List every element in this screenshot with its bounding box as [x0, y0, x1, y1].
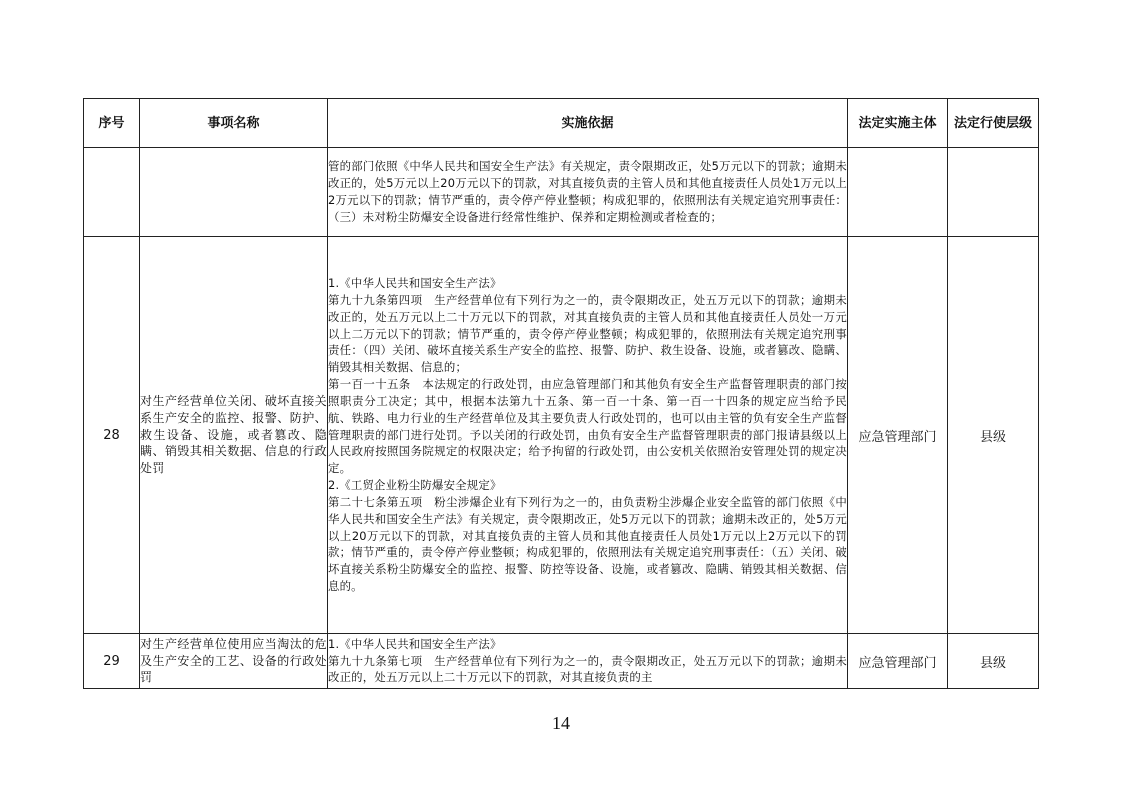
table-header-row [84, 99, 1039, 148]
row-implementing-body [848, 148, 948, 237]
enforcement-items-table [83, 98, 1039, 689]
row-exercise-level: 县级 [948, 237, 1039, 634]
header-item-name: 事项名称 [140, 99, 328, 148]
row-number: 29 [84, 634, 140, 689]
basis-paragraph: 第九十九条第四项 生产经营单位有下列行为之一的，责令限期改正，处五万元以下的罚款；逾期未改正的，处五万元以上二十万元以下的罚款，对其直接负责的主管人员和其他直接责任人员处一万元以上二万元以下的罚款；情节严重的，责令停产停业整顿；构成犯罪的，依照刑法有关规定追究刑事责任：（四）关闭、破坏直接关系生产安全的监控、报警、防护、救生设备、设施，或者篡改、隐瞒、销毁其相关数据、信息的； [328, 292, 847, 375]
basis-paragraph: 第二十七条第五项 粉尘涉爆企业有下列行为之一的，由负责粉尘涉爆企业安全监管的部门依照《中华人民共和国安全生产法》有关规定，责令限期改正，处5万元以下的罚款；逾期未改正的，处5万元以上20万元以下的罚款，对其直接负责的主管人员和其他直接责任人员处1万元以上2万元以下的罚款；情节严重的，责令停产停业整顿；构成犯罪的，依照刑法有关规定追究刑事责任：（五）关闭、破坏直接关系粉尘防爆安全的监控、报警、防控等设备、设施，或者篡改、隐瞒、销毁其相关数据、信息的。 [328, 494, 847, 594]
basis-paragraph: 1.《中华人民共和国安全生产法》 [328, 275, 502, 290]
row-item-name: 对生产经营单位使用应当淘汰的危及生产安全的工艺、设备的行政处罚 [140, 634, 328, 689]
row-item-name [140, 148, 328, 237]
row-number: 28 [84, 237, 140, 634]
header-legal-basis: 实施依据 [328, 99, 848, 148]
row-legal-basis [328, 634, 848, 689]
table-row [84, 148, 1039, 237]
basis-paragraph: 管的部门依照《中华人民共和国安全生产法》有关规定，责令限期改正，处5万元以下的罚款；逾期未改正的，处5万元以上20万元以下的罚款，对其直接负责的主管人员和其他直接责任人员处1万元以上2万元以下的罚款；情节严重的，责令停产停业整顿；构成犯罪的，依照刑法有关规定追究刑事责任：（三）未对粉尘防爆安全设备进行经常性维护、保养和定期检测或者检查的； [328, 159, 847, 224]
row-implementing-body: 应急管理部门 [848, 237, 948, 634]
basis-paragraph: 第九十九条第七项 生产经营单位有下列行为之一的，责令限期改正，处五万元以下的罚款；逾期未改正的，处五万元以上二十万元以下的罚款，对其直接负责的主 [328, 653, 847, 685]
row-legal-basis [328, 237, 848, 634]
row-item-name: 对生产经营单位关闭、破坏直接关系生产安全的监控、报警、防护、救生设备、设施，或者篡改、隐瞒、销毁其相关数据、信息的行政处罚 [140, 237, 328, 634]
table-row [84, 237, 1039, 634]
page-number: 14 [552, 713, 570, 733]
header-implementing-body: 法定实施主体 [848, 99, 948, 148]
row-number [84, 148, 140, 237]
basis-paragraph: 第一百一十五条 本法规定的行政处罚，由应急管理部门和其他负有安全生产监督管理职责的部门按照职责分工决定；其中，根据本法第九十五条、第一百一十条、第一百一十四条的规定应当给予民航、铁路、电力行业的生产经营单位及其主要负责人行政处罚的，也可以由主管的负有安全生产监督管理职责的部门进行处罚。予以关闭的行政处罚，由负有安全生产监督管理职责的部门报请县级以上人民政府按照国务院规定的权限决定；给予拘留的行政处罚，由公安机关依照治安管理处罚的规定决定。 [328, 377, 847, 476]
row-exercise-level: 县级 [948, 634, 1039, 689]
header-exercise-level: 法定行使层级 [948, 99, 1039, 148]
header-serial-number: 序号 [84, 99, 140, 148]
table-row [84, 634, 1039, 689]
basis-paragraph: 1.《中华人民共和国安全生产法》 [328, 636, 502, 651]
basis-paragraph: 2.《工贸企业粉尘防爆安全规定》 [328, 478, 502, 493]
row-implementing-body: 应急管理部门 [848, 634, 948, 689]
row-exercise-level [948, 148, 1039, 237]
row-legal-basis [328, 148, 848, 237]
